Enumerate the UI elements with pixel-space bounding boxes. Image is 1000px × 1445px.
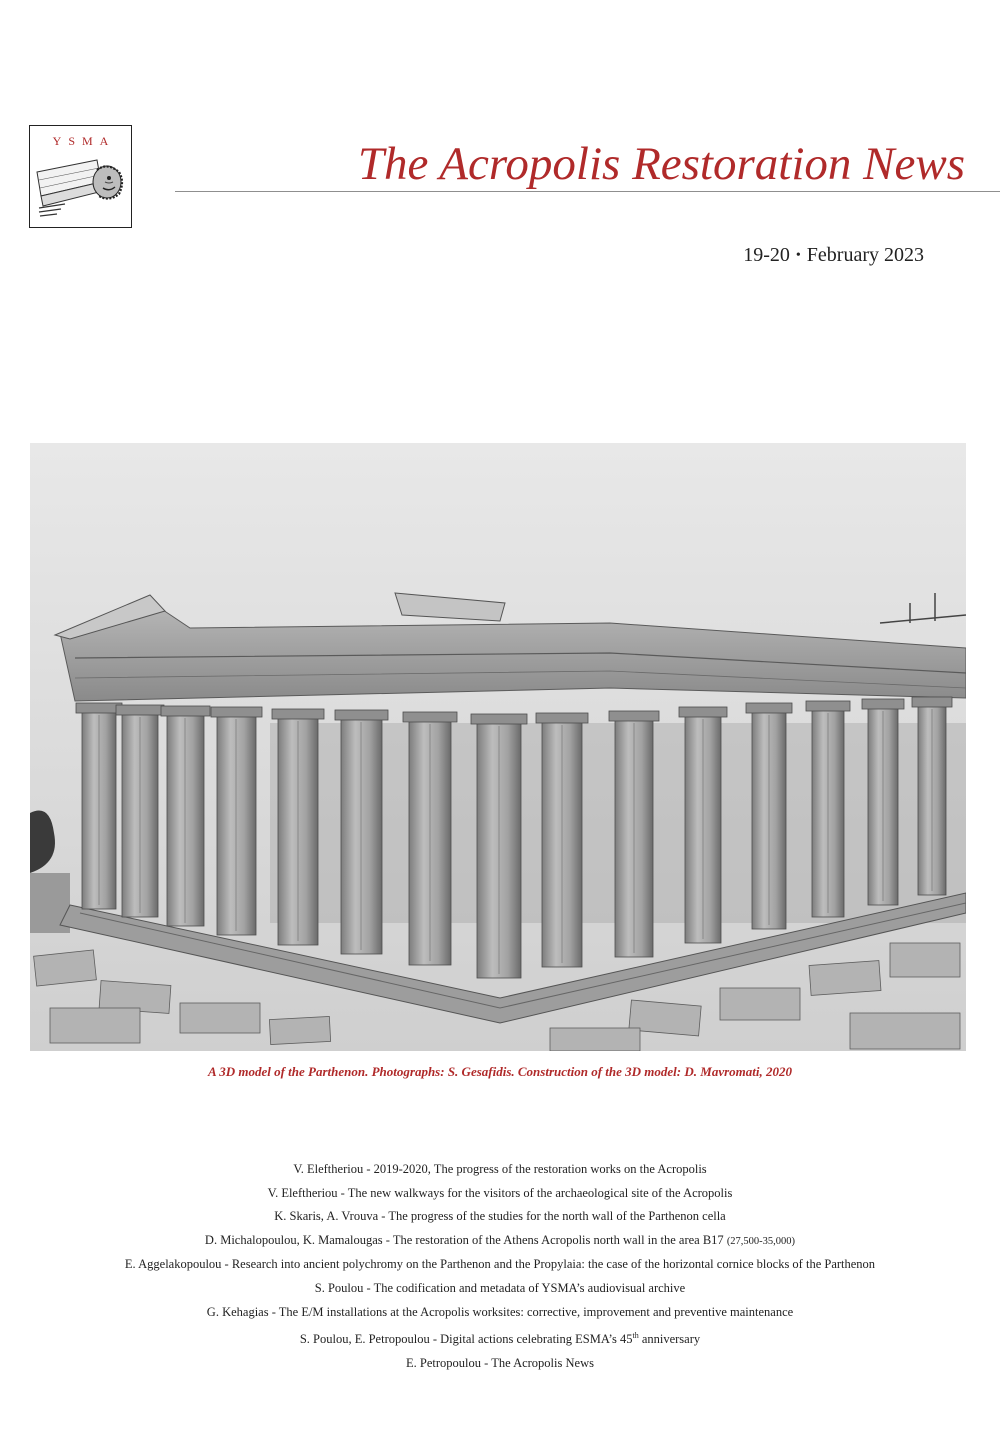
contents-item[interactable]: E. Aggelakopoulou - Research into ancient polychromy on the Parthenon and the Propylaia: the case of the horizontal cornice blocks of the Parthenon — [124, 1257, 876, 1272]
page-title: The Acropolis Restoration News — [357, 138, 965, 190]
contents-item[interactable]: S. Poulou - The codification and metadata of YSMA’s audiovisual archive — [314, 1280, 686, 1295]
cover-caption: A 3D model of the Parthenon. Photographs: S. Gesafidis. Construction of the 3D model: D. Mavromati, 2020 — [208, 1064, 792, 1079]
ysma-logo — [29, 125, 132, 228]
contents-item-superscript: th — [632, 1331, 639, 1341]
parthenon-photo-icon — [30, 443, 966, 1051]
logo-text: YSMA — [52, 134, 116, 148]
contents-item[interactable]: G. Kehagias - The E/M installations at the Acropolis worksites: corrective, improvement and preventive maintenance — [206, 1304, 794, 1319]
lion-head-cornice-icon — [35, 152, 127, 224]
contents-item[interactable]: V. Eleftheriou - 2019-2020, The progress of the restoration works on the Acropolis — [293, 1162, 707, 1176]
issue-separator: • — [795, 248, 801, 263]
issue-number: 19-20 — [743, 244, 790, 266]
parthenon-photo — [30, 443, 966, 1051]
contents-item[interactable]: V. Eleftheriou - The new walkways for the visitors of the archaeological site of the Acropolis — [267, 1185, 733, 1200]
contents-item[interactable]: S. Poulou, E. Petropoulou - Digital actions celebrating ESMA’s 45th anniversary — [299, 1331, 701, 1347]
contents-item-range: (27,500-35,000) — [726, 1235, 796, 1247]
contents-item[interactable]: E. Petropoulou - The Acropolis News — [406, 1355, 594, 1370]
contents-item[interactable]: D. Michalopoulou, K. Mamalougas - The restoration of the Athens Acropolis north wall in the area B17 (27,500-35,000) — [204, 1232, 796, 1247]
issue-info — [743, 244, 924, 267]
contents-list — [0, 1158, 1000, 1376]
contents-item[interactable]: K. Skaris, A. Vrouva - The progress of the studies for the north wall of the Parthenon cella — [274, 1209, 726, 1224]
title-divider — [175, 191, 1000, 192]
issue-date: February 2023 — [806, 244, 924, 266]
